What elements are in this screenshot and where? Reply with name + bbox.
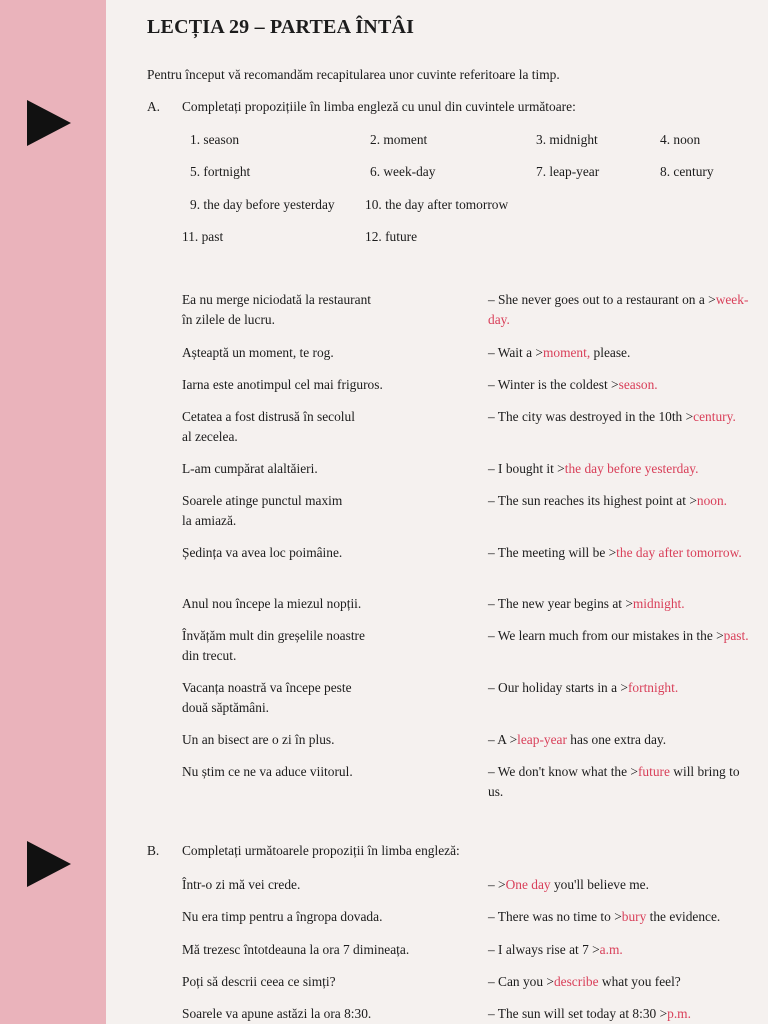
english-sentence [488, 940, 758, 960]
english-text: – Can you > [488, 974, 554, 989]
english-sentence [488, 407, 758, 427]
english-text: – A > [488, 732, 518, 747]
answer-text: moment, [542, 345, 591, 360]
english-sentence [488, 762, 758, 802]
word-option: 3. midnight [536, 132, 598, 147]
lesson-title: LECȚIA 29 – PARTEA ÎNTÂI [147, 16, 415, 38]
english-sentence [488, 459, 758, 479]
romanian-sentence [182, 626, 482, 666]
english-text: – We don't know what the > [488, 764, 638, 779]
section-a-instruction: Completați propozițiile în limba engleză cu unul din cuvintele următoare: [182, 99, 576, 114]
romanian-sentence [182, 594, 482, 614]
english-text-after: please. [590, 345, 631, 360]
english-text: – We learn much from our mistakes in the > [488, 628, 724, 643]
romanian-sentence [182, 678, 482, 718]
english-text: – Our holiday starts in a > [488, 680, 628, 695]
word-option: 8. century [660, 164, 714, 179]
romanian-line: Soarele atinge punctul maxim [182, 493, 343, 508]
romanian-sentence [182, 343, 482, 363]
section-a-arrow-icon [27, 100, 71, 146]
english-text: – The meeting will be > [488, 545, 617, 560]
romanian-line: Mă trezesc întotdeauna la ora 7 dimineața. [182, 942, 410, 957]
romanian-line: L-am cumpărat alaltăieri. [182, 461, 318, 476]
section-b-letter: B. [147, 843, 160, 858]
english-sentence [488, 491, 758, 511]
answer-text: p.m. [667, 1006, 691, 1021]
answer-text: bury [621, 909, 647, 924]
romanian-line: Cetatea a fost distrusă în secolul [182, 409, 355, 424]
english-text: – The sun reaches its highest point at > [488, 493, 697, 508]
romanian-line: Vacanța noastră va începe peste [182, 680, 352, 695]
english-text: – Wait a > [488, 345, 543, 360]
romanian-line: Iarna este anotimpul cel mai friguros. [182, 377, 383, 392]
romanian-line: în zilele de lucru. [182, 312, 275, 327]
english-text: – She never goes out to a restaurant on a > [488, 292, 716, 307]
english-text-after: you'll believe me. [550, 877, 649, 892]
english-text-after: has one extra day. [566, 732, 667, 747]
word-option: 1. season [190, 132, 240, 147]
answer-text: the day after tomorrow. [616, 545, 742, 560]
answer-text: week-day. [488, 292, 749, 327]
romanian-sentence [182, 543, 482, 563]
english-sentence [488, 343, 758, 363]
word-option: 10. the day after tomorrow [365, 197, 509, 212]
section-b-arrow-icon [27, 841, 71, 887]
romanian-sentence [182, 407, 482, 447]
english-sentence [488, 875, 758, 895]
english-text: – The new year begins at > [488, 596, 633, 611]
romanian-sentence [182, 459, 482, 479]
english-sentence [488, 678, 758, 698]
answer-text: noon. [696, 493, 728, 508]
romanian-line: al zecelea. [182, 429, 238, 444]
romanian-line: Învățăm mult din greșelile noastre [182, 628, 365, 643]
word-option: 6. week-day [370, 164, 436, 179]
english-text: – Winter is the coldest > [488, 377, 619, 392]
romanian-line: Așteaptă un moment, te rog. [182, 345, 334, 360]
word-option: 12. future [365, 229, 418, 244]
romanian-line: Soarele va apune astăzi la ora 8:30. [182, 1006, 372, 1021]
intro-text: Pentru început vă recomandăm recapitularea unor cuvinte referitoare la timp. [147, 67, 560, 82]
english-text-after: the evidence. [646, 909, 721, 924]
romanian-sentence [182, 1004, 482, 1024]
english-sentence [488, 290, 758, 330]
english-sentence [488, 594, 758, 614]
section-b-instruction: Completați următoarele propoziții în limba engleză: [182, 843, 460, 858]
romanian-line: la amiază. [182, 513, 237, 528]
romanian-line: din trecut. [182, 648, 237, 663]
english-sentence [488, 543, 758, 563]
word-option: 4. noon [660, 132, 701, 147]
answer-text: describe [553, 974, 599, 989]
english-text: – I bought it > [488, 461, 565, 476]
romanian-sentence [182, 491, 482, 531]
answer-text: midnight. [632, 596, 685, 611]
english-text: – I always rise at 7 > [488, 942, 600, 957]
word-option: 5. fortnight [190, 164, 251, 179]
romanian-line: Într-o zi mă vei crede. [182, 877, 301, 892]
answer-text: season. [618, 377, 658, 392]
answer-text: a.m. [599, 942, 623, 957]
romanian-line: două săptămâni. [182, 700, 270, 715]
english-text-after: will bring to us. [488, 764, 740, 799]
english-sentence [488, 375, 758, 395]
english-text: – The city was destroyed in the 10th > [488, 409, 694, 424]
romanian-line: Un an bisect are o zi în plus. [182, 732, 335, 747]
romanian-line: Nu știm ce ne va aduce viitorul. [182, 764, 353, 779]
answer-text: the day before yesterday. [564, 461, 699, 476]
romanian-line: Anul nou începe la miezul nopții. [182, 596, 362, 611]
word-option: 7. leap-year [536, 164, 600, 179]
english-text: – The sun will set today at 8:30 > [488, 1006, 668, 1021]
english-sentence [488, 730, 758, 750]
romanian-sentence [182, 375, 482, 395]
english-text-after: what you feel? [598, 974, 681, 989]
romanian-sentence [182, 290, 482, 330]
romanian-sentence [182, 875, 482, 895]
english-sentence [488, 972, 758, 992]
romanian-line: Ea nu merge niciodată la restaurant [182, 292, 371, 307]
romanian-line: Nu era timp pentru a îngropa dovada. [182, 909, 383, 924]
section-a-letter: A. [147, 99, 161, 114]
answer-text: future [637, 764, 670, 779]
romanian-line: Poți să descrii ceea ce simți? [182, 974, 336, 989]
answer-text: One day [505, 877, 551, 892]
english-text: – There was no time to > [488, 909, 622, 924]
answer-text: fortnight. [627, 680, 679, 695]
word-option: 2. moment [370, 132, 428, 147]
romanian-sentence [182, 907, 482, 927]
word-option: 9. the day before yesterday [190, 197, 335, 212]
romanian-sentence [182, 762, 482, 782]
answer-text: century. [693, 409, 736, 424]
english-text: – > [488, 877, 506, 892]
english-sentence [488, 1004, 758, 1024]
answer-text: past. [723, 628, 749, 643]
word-option: 11. past [182, 229, 224, 244]
romanian-sentence [182, 940, 482, 960]
romanian-sentence [182, 730, 482, 750]
romanian-sentence [182, 972, 482, 992]
english-sentence [488, 626, 758, 646]
romanian-line: Ședința va avea loc poimâine. [182, 545, 343, 560]
answer-text: leap-year [517, 732, 567, 747]
english-sentence [488, 907, 758, 927]
